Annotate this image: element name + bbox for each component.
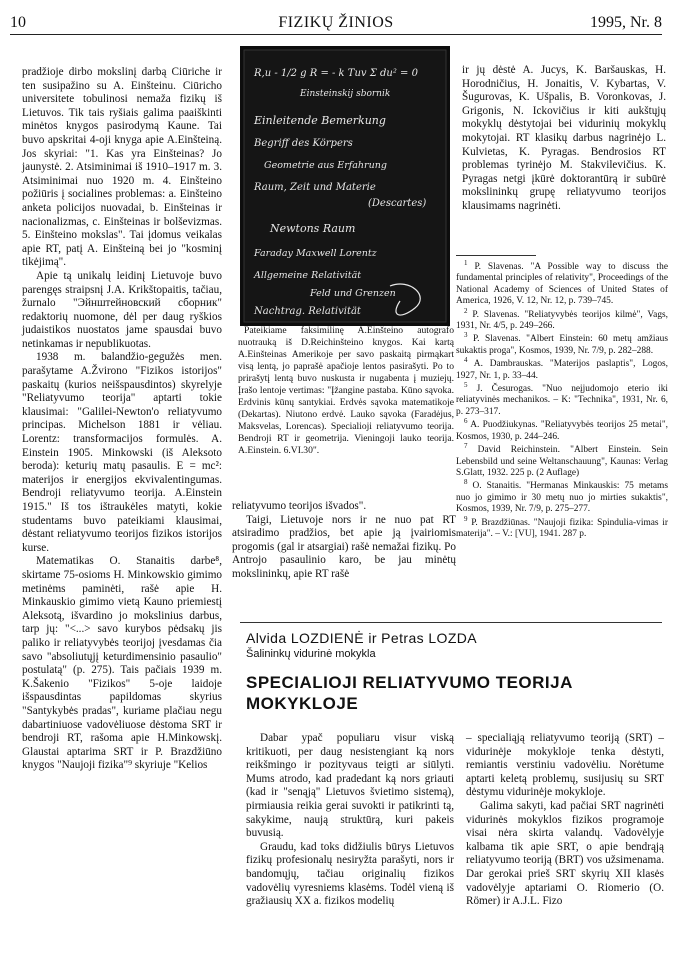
figure-caption xyxy=(238,325,454,457)
footnotes xyxy=(456,258,669,542)
footnote: $^5$ J. Česurogas. "Nuo neįjudomojo eterio iki reliatyvinės mechanikos. – K: "Technika", 1931, Nr. 6, p. 273–317. xyxy=(456,380,669,417)
page-header xyxy=(10,14,662,34)
page-number: 10 xyxy=(10,14,26,31)
paragraph: – specialiąją reliatyvumo teoriją (SRT) – vidurinėje mokykloje tenka dėstyti, remiantis verstiniu vadovėliu. Norėtume aptarti keletą problemų, susijusių su SRT dėstymu vidurinėje mokykloje. xyxy=(466,732,664,799)
footnote: $^4$ A. Dambrauskas. "Materijos paslaptis", Logos, 1927, Nr. 1, p. 33–44. xyxy=(456,356,668,381)
caption-text: Pateikiame faksimilinę A.Einšteino autografo nuotrauką iš D.Reichinšteino knygos. Kai kartą A.Einšteinas Amerikoje per savo paskaitą pirmąkart visą lentą, jo paprašė apačioje lentos pasirašyti. Po to prirašytį lentą buvo nuskusta ir nugabenta į muziejų. Įrašo lentoje vertimas: "Įžangine pastaba. Kūno sąvoka. Erdvinis kūnų santykiai. Erdvės sąvoka matematikoje (Dekartas). Niutono erdvė. Lauko sąvoka (Faradėjus, Maksvelas, Lorencas). Specialioji reliatyvumo teorija. Bendroji RT ir geometrija. Vieningoji lauko teorija. A.Einstein. 6.VI.30". xyxy=(238,325,454,456)
section-rule xyxy=(240,622,662,623)
autograph-line: (Descartes) xyxy=(368,198,427,209)
footnote: $^2$ P. Slavenas. "Reliatyvybės teorijos kilmė", Vags, 1931, Nr. 4/5, p. 249–266. xyxy=(456,306,668,332)
autograph-line: Raum, Zeit und Materie xyxy=(254,182,376,193)
article-title: SPECIALIOJI RELIATYVUMO TEORIJA MOKYKLOJE xyxy=(246,673,573,713)
article-column-right xyxy=(466,732,664,909)
autograph-line: Einleitende Bemerkung xyxy=(254,114,386,127)
footnote: $^8$ O. Stanaitis. "Hermanas Minkauskis: 75 metams nuo jo gimimo ir 30 metų nuo jo mirties sukaktis", Kosmos, 1939, Nr. 7/9, p. 275–277. xyxy=(456,478,668,515)
autograph-line: Einsteinskij sbornik xyxy=(300,89,391,99)
paragraph: Apie tą unikalų leidinį Lietuvoje buvo parengęs straipsnį J.A. Krikštopaitis, tačiau, žurnalo "Эйнштейновский сборник" redaktorių nuomone, dėl per daug ryškios judaistikos nuostatos jame spausdai buvo netinkamas ir nepublikuotas. xyxy=(22,269,222,350)
text-column-3 xyxy=(462,64,666,214)
autograph-line: Geometrie aus Erfahrung xyxy=(264,160,387,171)
footnote: $^6$ A. Puodžiukynas. "Reliatyvybės teorijos 25 metai", Kosmos, 1930, p. 244–246. xyxy=(456,417,668,442)
article-authors: Alvida LOZDIENĖ ir Petras LOZDA xyxy=(246,630,478,646)
einstein-autograph-photo xyxy=(240,46,450,326)
footnote: $^1$ P. Slavenas. "A Possible way to discuss the fundamental principles of relativity", Proceedings of the National Academy of Sciences of United States of America, 1926, V. 12, Nr. 12, p. 739–745. xyxy=(456,258,669,307)
footnote-rule xyxy=(456,255,536,256)
autograph-line: Nachtrag. Relativität xyxy=(254,306,361,317)
autograph-line: Newtons Raum xyxy=(270,222,356,235)
autograph-line: R,u - 1/2 g R = - k Tuv Σ du² = 0 xyxy=(254,68,418,79)
journal-title: FIZIKŲ ŽINIOS xyxy=(278,14,394,31)
text-column-2 xyxy=(232,500,456,582)
article-affiliation: Šalininkų vidurinė mokykla xyxy=(246,648,376,660)
paragraph: Graudu, kad toks didžiulis būrys Lietuvos fizikų profesionalų nesiryžta parašyti, nors ir bandomųjų, tačiau originalių fizikos vadovėlių vyresniems klasėms. Todėl vieną iš gražiausių XX a. fizikos modelių xyxy=(246,840,454,908)
article-column-left xyxy=(246,732,454,909)
paragraph: reliatyvumo teorijos išvados". xyxy=(232,500,367,512)
paragraph: ir jų dėstė A. Jucys, K. Baršauskas, H. Horodničius, H. Jonaitis, V. Kybartas, V. Šugurovas, K. Ušpalis, B. Voronkovas, J. Grigonis, N. Ickovičius ir kiti aukštųjų mokyklų dėstytojai bei vidurinių mokyklų mokytojai. RT klasikų darbus nagrinėjo L. Kulvietas, K. Pyragas. Bendrosios RT problemas tyrinėjo M. Stakvilevičius. K. Pyragas netgi įkūrė doktorantūrą ir subūrė mokslininkų grupę reliatyvumo teorijos klausimams nagrinėti. xyxy=(462,64,666,212)
text-column-1 xyxy=(22,66,222,773)
paragraph: 1938 m. balandžio-gegužės men. parašytame A.Žvirono "Fizikos istorijos" paskaitų (kurios neišspausdintos) skyrelyje "Reliatyvumo teorija" aptarti tokie klausimai: "Galilei-Newton'o reliatyvumo principas. Michelson 1881 ir vėliau. Lorentz: transformacijos formulės. A. Einstein 1905. Minkowski (iš Aleksoto beroda): keturių matų pasaulis. E = mc²: materijos ir energijos ekvivalentingumas. Bendroji reliatyvumo teorija. A.Einstein 1915." Iš tos ištraukėles matyti, kokie studentams buvo pateikiami klausimai, dėstant reliatyvumo teorijos fizikos istorijos kurse. xyxy=(22,351,222,554)
footnote: $^9$ P. Brazdžiūnas. "Naujoji fizika: Spindulia-vimas ir materija". – V.: [VU], 1941. 287 p. xyxy=(456,514,668,539)
paragraph: pradžioje dirbo mokslinį darbą Ciūriche ir ten susipažino su A. Einšteinu. Ciūricho universitete tobulinosi nemaža fizikų iš Lietuvos. Tik tais ryšiais galima paaiškinti minėtos knygos pasirodymą Kaune. Tai buvo apskritai 4-oji knyga apie A.Einšteiną. Jos skyriai: "1. Kas yra Einšteinas? Jo jaunystė. 2. Atsiminimai iš 1910–1917 m. 3. Atsiminimai nuo 1920 m. 4. Einšteino požiūris į socialines problemas: a. Einšteino anketa policijos nuovadai, b. Einšteinas ir nacionalizmas, c. Einšteinas ir bolševizmas. 5. Einšteino mokslas". Tai įdomus veikalas apie RT, patį A. Einšteiną bei jo "kosminį tikėjimą". xyxy=(22,66,222,269)
header-rule xyxy=(10,34,662,35)
paragraph: Matematikas O. Stanaitis darbe⁸, skirtame 75-osioms H. Minkowskio gimimo metinėms paminėti, rašė apie H. Minkauskio gimimo vietą Kauno priemiestį Aleksotą, išvardino jo mokslinius darbus, tarp jų: "<...> savo kurybos pėdsakų jis paliko ir reliatyvybės teorijoj įvesdamas čia savo "absoliutųjį keturdimensinio pasaulio" postulatą" (p. 275). Tais pačiais 1939 m. K.Šakenio "Fizikos" 5-oje laidoje išspausdintas papildomas skyrius "Santykybės pradas", kuriame plačiau negu dabartiniuose vadovėliuose dėstoma SRT ir bendroji RT, rašoma apie H.Minkowskį. Glaustai aptarima SRT ir P. Brazdžiūno knygos "Naujoji fizika"⁹ skyriuje "Kelios xyxy=(22,555,222,772)
issue-number: 1995, Nr. 8 xyxy=(590,14,662,31)
paragraph: Dabar ypač populiaru visur viską kritikuoti, per daug nesistengiant ką nors reikšmingo ir pozityvaus teigti ar siūlyti. Mums atrodo, kad pradedant ką nors griauti (kad ir "senąją" Lietuvos švietimo sistemą), pirmiausia reikia gerai suvokti ir patikrinti tą, sakykime, naują struktūrą, kuri pakeis buvusią. xyxy=(246,732,454,840)
autograph-line: Begriff des Körpers xyxy=(254,138,353,149)
footnote: $^7$ David Reichinstein. "Albert Einstein. Sein Lebensbild und seine Weltanschauung", Kaunas: Verlag S.Glatt, 1932. 225 p. (2 Auflage) xyxy=(456,441,668,478)
autograph-line: Faraday Maxwell Lorentz xyxy=(254,248,377,259)
footnote: $^3$ P. Slavenas. "Albert Einstein: 60 metų amžiaus sukaktis proga", Kosmos, 1939, Nr. 7/9, p. 282–288. xyxy=(456,331,668,356)
autograph-line: Allgemeine Relativität xyxy=(254,270,362,281)
paragraph: Galima sakyti, kad pačiai SRT nagrinėti vidurinės mokyklos fizikos programoje visai nėra skirta valandų. Vadovėlyje kalbama tik apie SRT, o apie bendrąją reliatyvumo teoriją (BRT) vos užsimenama. Dar gerokai prieš SRT skyrių XII klasės vadovėlyje aptariami O. Riomerio (O. Römer) ir A.J.L. Fizo xyxy=(466,799,664,908)
paragraph: Taigi, Lietuvoje nors ir ne nuo pat RT atsiradimo pradžios, bet apie ją įvairiomis progomis (gal ir atsargiai) rašė nemažai fizikų. Po Antrojo pasaulinio karo, be jau minėtų mokslininkų, apie RT rašė xyxy=(232,513,456,580)
autograph-line: Feld und Grenzen xyxy=(310,288,396,299)
